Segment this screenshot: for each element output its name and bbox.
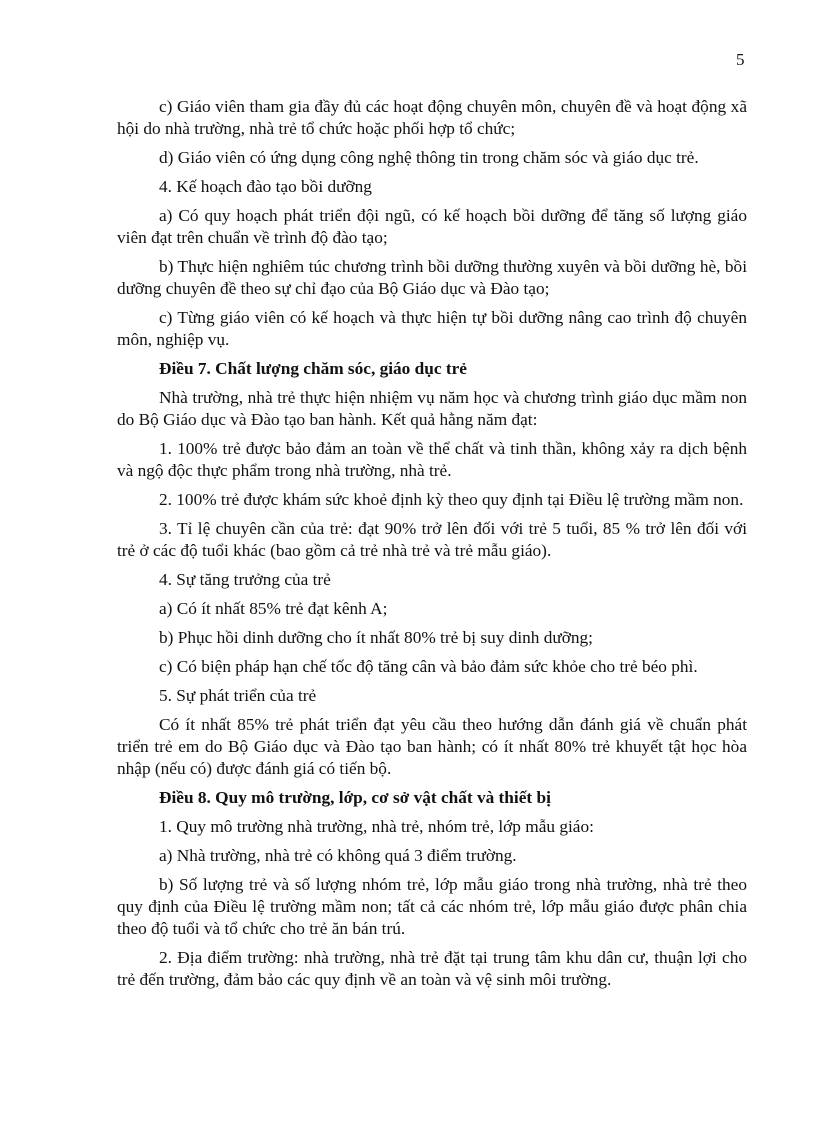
paragraph: b) Số lượng trẻ và số lượng nhóm trẻ, lớp mẫu giáo trong nhà trường, nhà trẻ theo quy định của Điều lệ trường mầm non; tất cả các nhóm trẻ, lớp mẫu giáo được phân chia theo độ tuổi và tổ chức cho trẻ ăn bán trú. <box>117 875 747 938</box>
paragraph: 3. Tỉ lệ chuyên cần của trẻ: đạt 90% trở lên đối với trẻ 5 tuổi, 85 % trở lên đối với trẻ ở các độ tuổi khác (bao gồm cả trẻ nhà trẻ và trẻ mẫu giáo). <box>117 519 747 560</box>
paragraph: c) Có biện pháp hạn chế tốc độ tăng cân và bảo đảm sức khỏe cho trẻ béo phì. <box>159 657 698 676</box>
paragraph: b) Phục hồi dinh dưỡng cho ít nhất 80% trẻ bị suy dinh dưỡng; <box>159 628 593 647</box>
paragraph: 4. Kế hoạch đào tạo bồi dưỡng <box>159 177 372 196</box>
paragraph: b) Thực hiện nghiêm túc chương trình bồi dưỡng thường xuyên và bồi dưỡng hè, bồi dưỡng chuyên đề theo sự chỉ đạo của Bộ Giáo dục và Đào tạo; <box>117 257 747 298</box>
paragraph: c) Giáo viên tham gia đầy đủ các hoạt động chuyên môn, chuyên đề và hoạt động xã hội do nhà trường, nhà trẻ tổ chức hoặc phối hợp tổ chức; <box>117 97 747 138</box>
page-number: 5 <box>736 50 745 69</box>
document-body <box>117 96 747 998</box>
paragraph: Nhà trường, nhà trẻ thực hiện nhiệm vụ năm học và chương trình giáo dục mầm non do Bộ Giáo dục và Đào tạo ban hành. Kết quả hằng năm đạt: <box>117 388 747 429</box>
paragraph: 2. Địa điểm trường: nhà trường, nhà trẻ đặt tại trung tâm khu dân cư, thuận lợi cho trẻ đến trường, đảm bảo các quy định về an toàn và vệ sinh môi trường. <box>117 948 747 989</box>
section-heading: Điều 7. Chất lượng chăm sóc, giáo dục trẻ <box>159 359 467 378</box>
paragraph: d) Giáo viên có ứng dụng công nghệ thông tin trong chăm sóc và giáo dục trẻ. <box>159 148 699 167</box>
paragraph: a) Có quy hoạch phát triển đội ngũ, có kế hoạch bồi dưỡng để tăng số lượng giáo viên đạt trên chuẩn về trình độ đào tạo; <box>117 206 747 247</box>
paragraph: 2. 100% trẻ được khám sức khoẻ định kỳ theo quy định tại Điều lệ trường mầm non. <box>159 490 744 509</box>
section-heading: Điều 8. Quy mô trường, lớp, cơ sở vật chất và thiết bị <box>159 788 551 807</box>
paragraph: c) Từng giáo viên có kế hoạch và thực hiện tự bồi dưỡng nâng cao trình độ chuyên môn, nghiệp vụ. <box>117 308 747 349</box>
paragraph: 5. Sự phát triển của trẻ <box>159 686 317 705</box>
paragraph: a) Nhà trường, nhà trẻ có không quá 3 điểm trường. <box>159 846 517 865</box>
paragraph: 1. Quy mô trường nhà trường, nhà trẻ, nhóm trẻ, lớp mẫu giáo: <box>159 817 594 836</box>
paragraph: a) Có ít nhất 85% trẻ đạt kênh A; <box>159 599 388 618</box>
paragraph: 1. 100% trẻ được bảo đảm an toàn về thể chất và tinh thần, không xảy ra dịch bệnh và ngộ độc thực phẩm trong nhà trường, nhà trẻ. <box>117 439 747 480</box>
paragraph: Có ít nhất 85% trẻ phát triển đạt yêu cầu theo hướng dẫn đánh giá về chuẩn phát triển trẻ em do Bộ Giáo dục và Đào tạo ban hành; có ít nhất 80% trẻ khuyết tật học hòa nhập (nếu có) được đánh giá có tiến bộ. <box>117 715 747 778</box>
paragraph: 4. Sự tăng trưởng của trẻ <box>159 570 331 589</box>
